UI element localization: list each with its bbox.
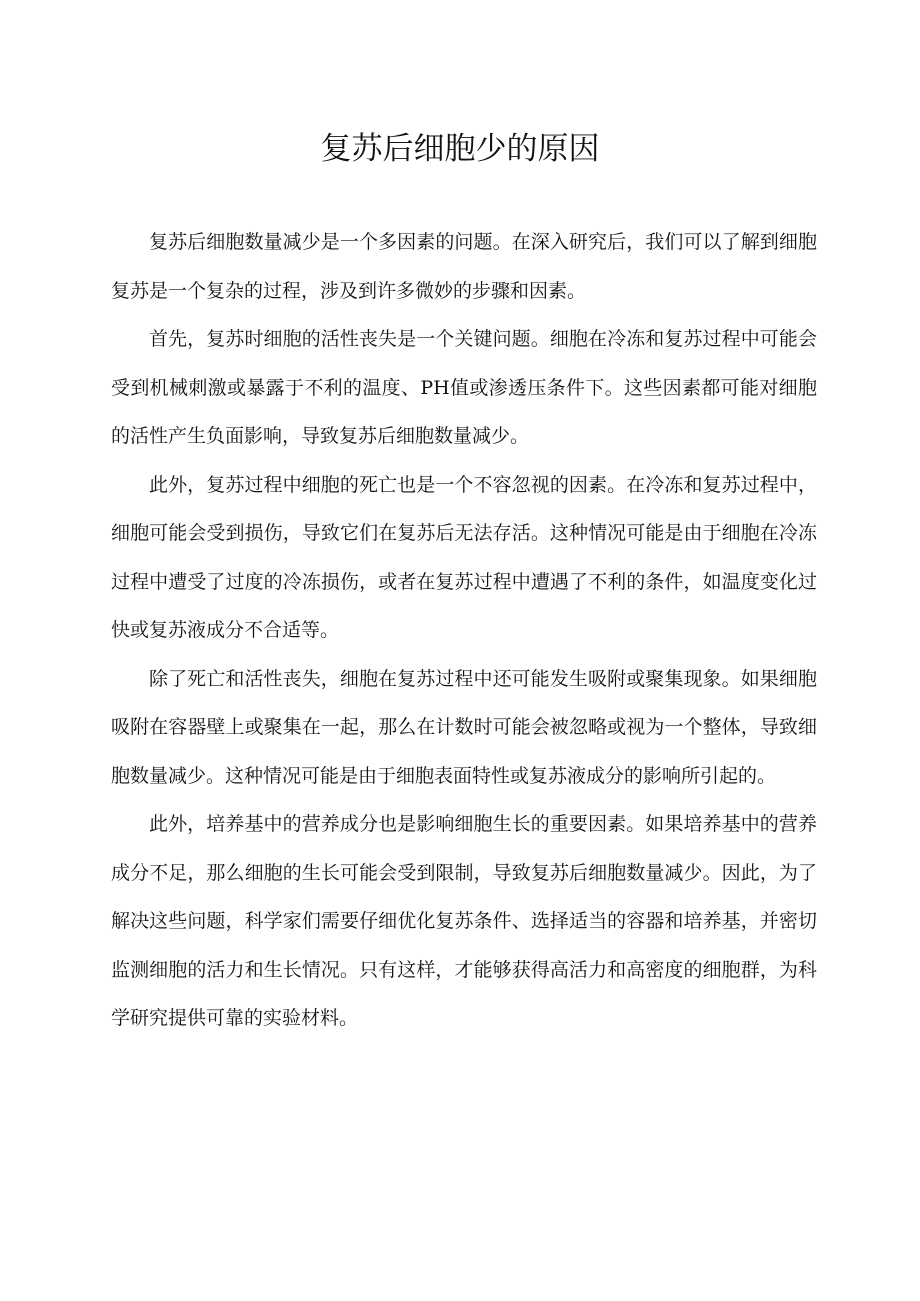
paragraph-5: 此外，培养基中的营养成分也是影响细胞生长的重要因素。如果培养基中的营养成分不足，那么细胞的生长可能会受到限制，导致复苏后细胞数量减少。因此，为了解决这些问题，科学家们需要仔细优化复苏条件、选择适当的容器和培养基，并密切监测细胞的活力和生长情况。只有这样，才能够获得高活力和高密度的细胞群，为科学研究提供可靠的实验材料。 [111, 813, 817, 1029]
document-title: 复苏后细胞少的原因 [320, 131, 600, 167]
paragraph-3: 此外，复苏过程中细胞的死亡也是一个不容忽视的因素。在冷冻和复苏过程中，细胞可能会受到损伤，导致它们在复苏后无法存活。这种情况可能是由于细胞在冷冻过程中遭受了过度的冷冻损伤，或者在复苏过程中遭遇了不利的条件，如温度变化过快或复苏液成分不合适等。 [111, 473, 817, 641]
paragraph-2: 首先，复苏时细胞的活性丧失是一个关键问题。细胞在冷冻和复苏过程中可能会受到机械刺激或暴露于不利的温度、PH值或渗透压条件下。这些因素都可能对细胞的活性产生负面影响，导致复苏后细胞数量减少。 [111, 328, 817, 447]
paragraph-1: 复苏后细胞数量减少是一个多因素的问题。在深入研究后，我们可以了解到细胞复苏是一个复杂的过程，涉及到许多微妙的步骤和因素。 [111, 231, 817, 302]
paragraph-4: 除了死亡和活性丧失，细胞在复苏过程中还可能发生吸附或聚集现象。如果细胞吸附在容器壁上或聚集在一起，那么在计数时可能会被忽略或视为一个整体，导致细胞数量减少。这种情况可能是由于细胞表面特性或复苏液成分的影响所引起的。 [111, 667, 817, 787]
document-body [111, 218, 817, 1043]
